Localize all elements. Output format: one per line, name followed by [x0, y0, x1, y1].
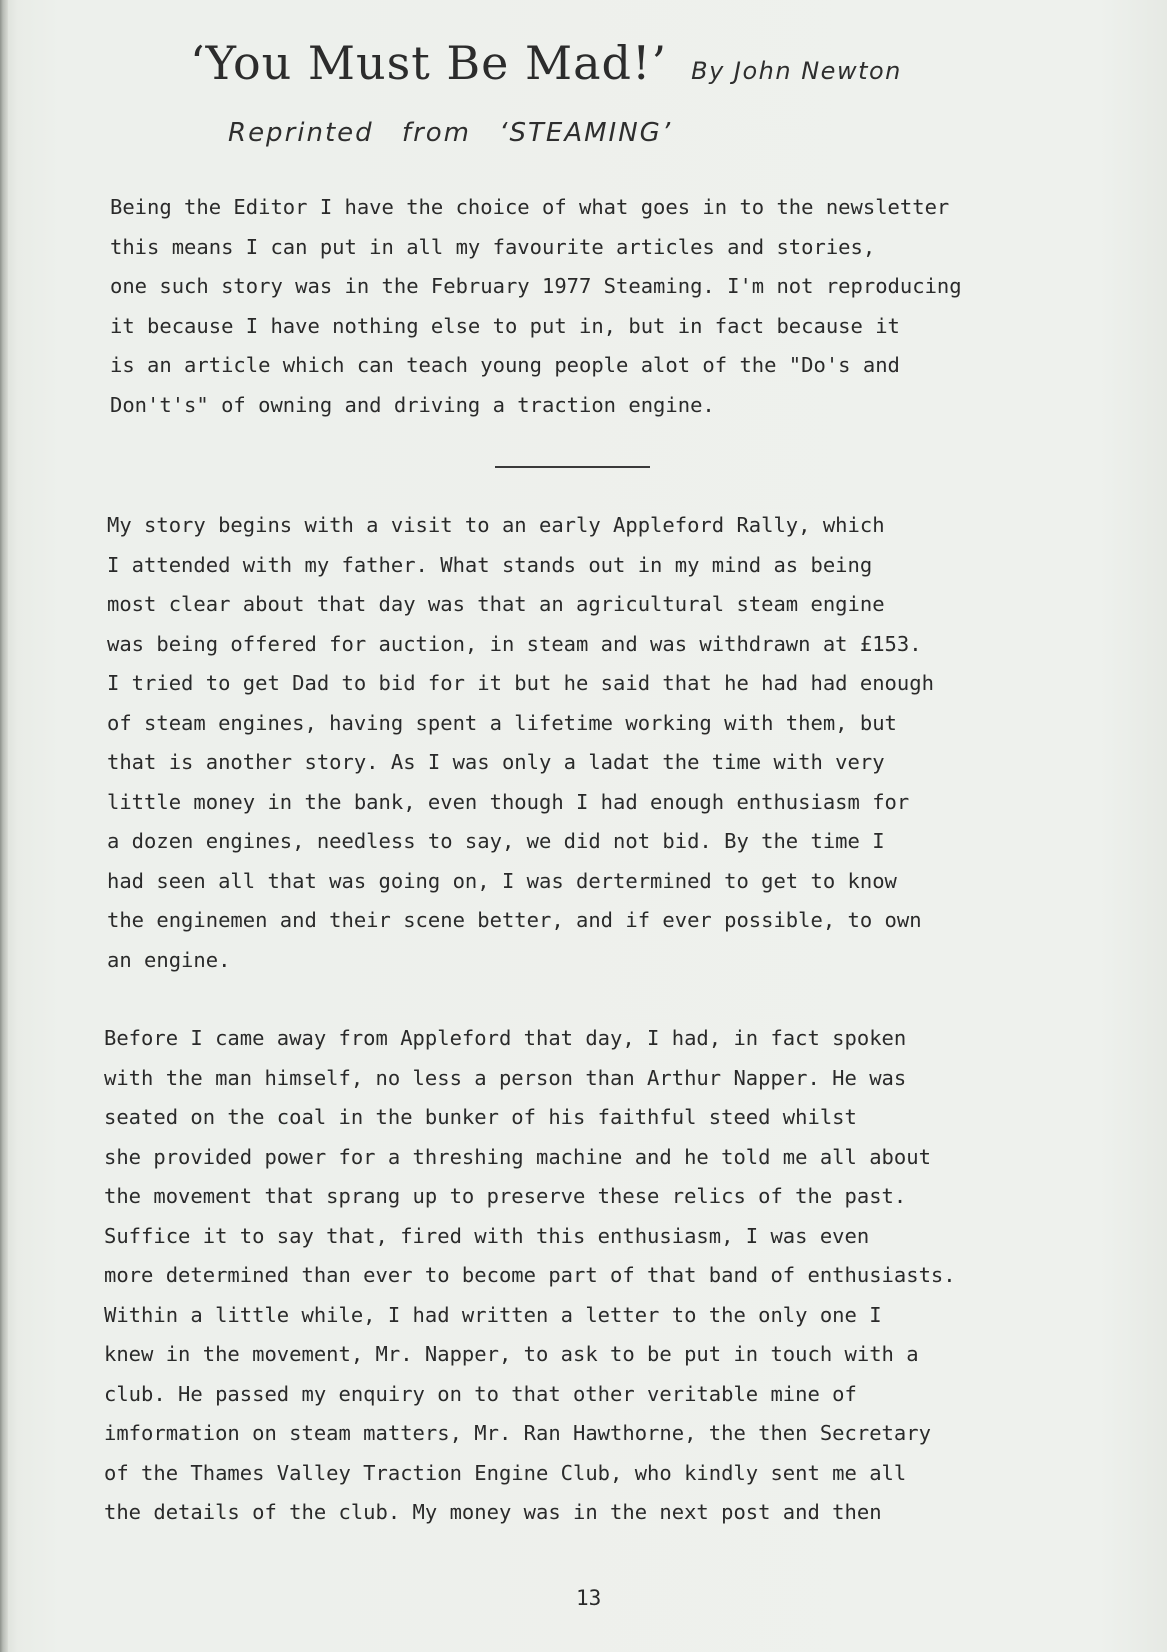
- article-byline: By John Newton: [691, 57, 902, 85]
- text-line: Before I came away from Appleford that day, I had, in fact spoken: [104, 1026, 907, 1050]
- section-divider: [495, 466, 650, 468]
- article-header: [190, 36, 1090, 106]
- article-title: ‘You Must Be Mad!’: [190, 36, 668, 90]
- text-line: more determined than ever to become part of that band of enthusiasts.: [104, 1263, 956, 1287]
- text-line: it because I have nothing else to put in, but in fact because it: [110, 313, 900, 338]
- text-line: she provided power for a threshing machine and he told me all about: [104, 1144, 931, 1169]
- text-line: My story begins with a visit to an early Appleford Rally, which: [107, 513, 885, 537]
- text-line: that is another story. As I was only a ladat the time with very: [107, 750, 885, 774]
- page-number: 13: [576, 1586, 602, 1610]
- text-line: an engine.: [107, 947, 231, 972]
- text-line: I tried to get Dad to bid for it but he said that he had had enough: [107, 671, 934, 695]
- text-line: is an article which can teach young people alot of the "Do's and: [110, 353, 900, 377]
- text-line: with the man himself, no less a person than Arthur Napper. He was: [104, 1065, 907, 1090]
- text-line: had seen all that was going on, I was dertermined to get to know: [107, 868, 897, 893]
- text-line: Don't's" of owning and driving a traction engine.: [110, 392, 715, 417]
- text-line: seated on the coal in the bunker of his faithful steed whilst: [104, 1105, 857, 1129]
- paragraph-1: [110, 188, 1120, 425]
- paragraph-2: [107, 506, 1117, 980]
- text-line: the details of the club. My money was in the next post and then: [104, 1500, 882, 1524]
- text-line: Suffice it to say that, fired with this enthusiasm, I was even: [104, 1223, 870, 1248]
- text-line: club. He passed my enquiry on to that other veritable mine of: [104, 1381, 857, 1406]
- text-line: little money in the bank, even though I had enough enthusiasm for: [107, 789, 910, 814]
- article-subtitle: Reprinted from ‘STEAMING’: [228, 118, 673, 148]
- text-line: was being offered for auction, in steam and was withdrawn at £153.: [107, 631, 922, 656]
- text-line: most clear about that day was that an agricultural steam engine: [107, 592, 885, 616]
- text-line: this means I can put in all my favourite articles and stories,: [110, 234, 876, 259]
- paragraph-3: [104, 1019, 1114, 1533]
- text-line: of the Thames Valley Traction Engine Club, who kindly sent me all: [104, 1460, 907, 1485]
- page-spine-shadow: [0, 0, 8, 1652]
- text-line: a dozen engines, needless to say, we did not bid. By the time I: [107, 829, 885, 853]
- text-line: knew in the movement, Mr. Napper, to ask to be put in touch with a: [104, 1342, 919, 1366]
- text-line: one such story was in the February 1977 Steaming. I'm not reproducing: [110, 274, 962, 298]
- text-line: the movement that sprang up to preserve these relics of the past.: [104, 1184, 907, 1208]
- text-line: I attended with my father. What stands out in my mind as being: [107, 552, 873, 577]
- text-line: Within a little while, I had written a letter to the only one I: [104, 1302, 882, 1327]
- text-line: the enginemen and their scene better, and if ever possible, to own: [107, 908, 922, 932]
- text-line: Being the Editor I have the choice of what goes in to the newsletter: [110, 195, 950, 219]
- text-line: imformation on steam matters, Mr. Ran Hawthorne, the then Secretary: [104, 1421, 931, 1445]
- text-line: of steam engines, having spent a lifetime working with them, but: [107, 710, 897, 735]
